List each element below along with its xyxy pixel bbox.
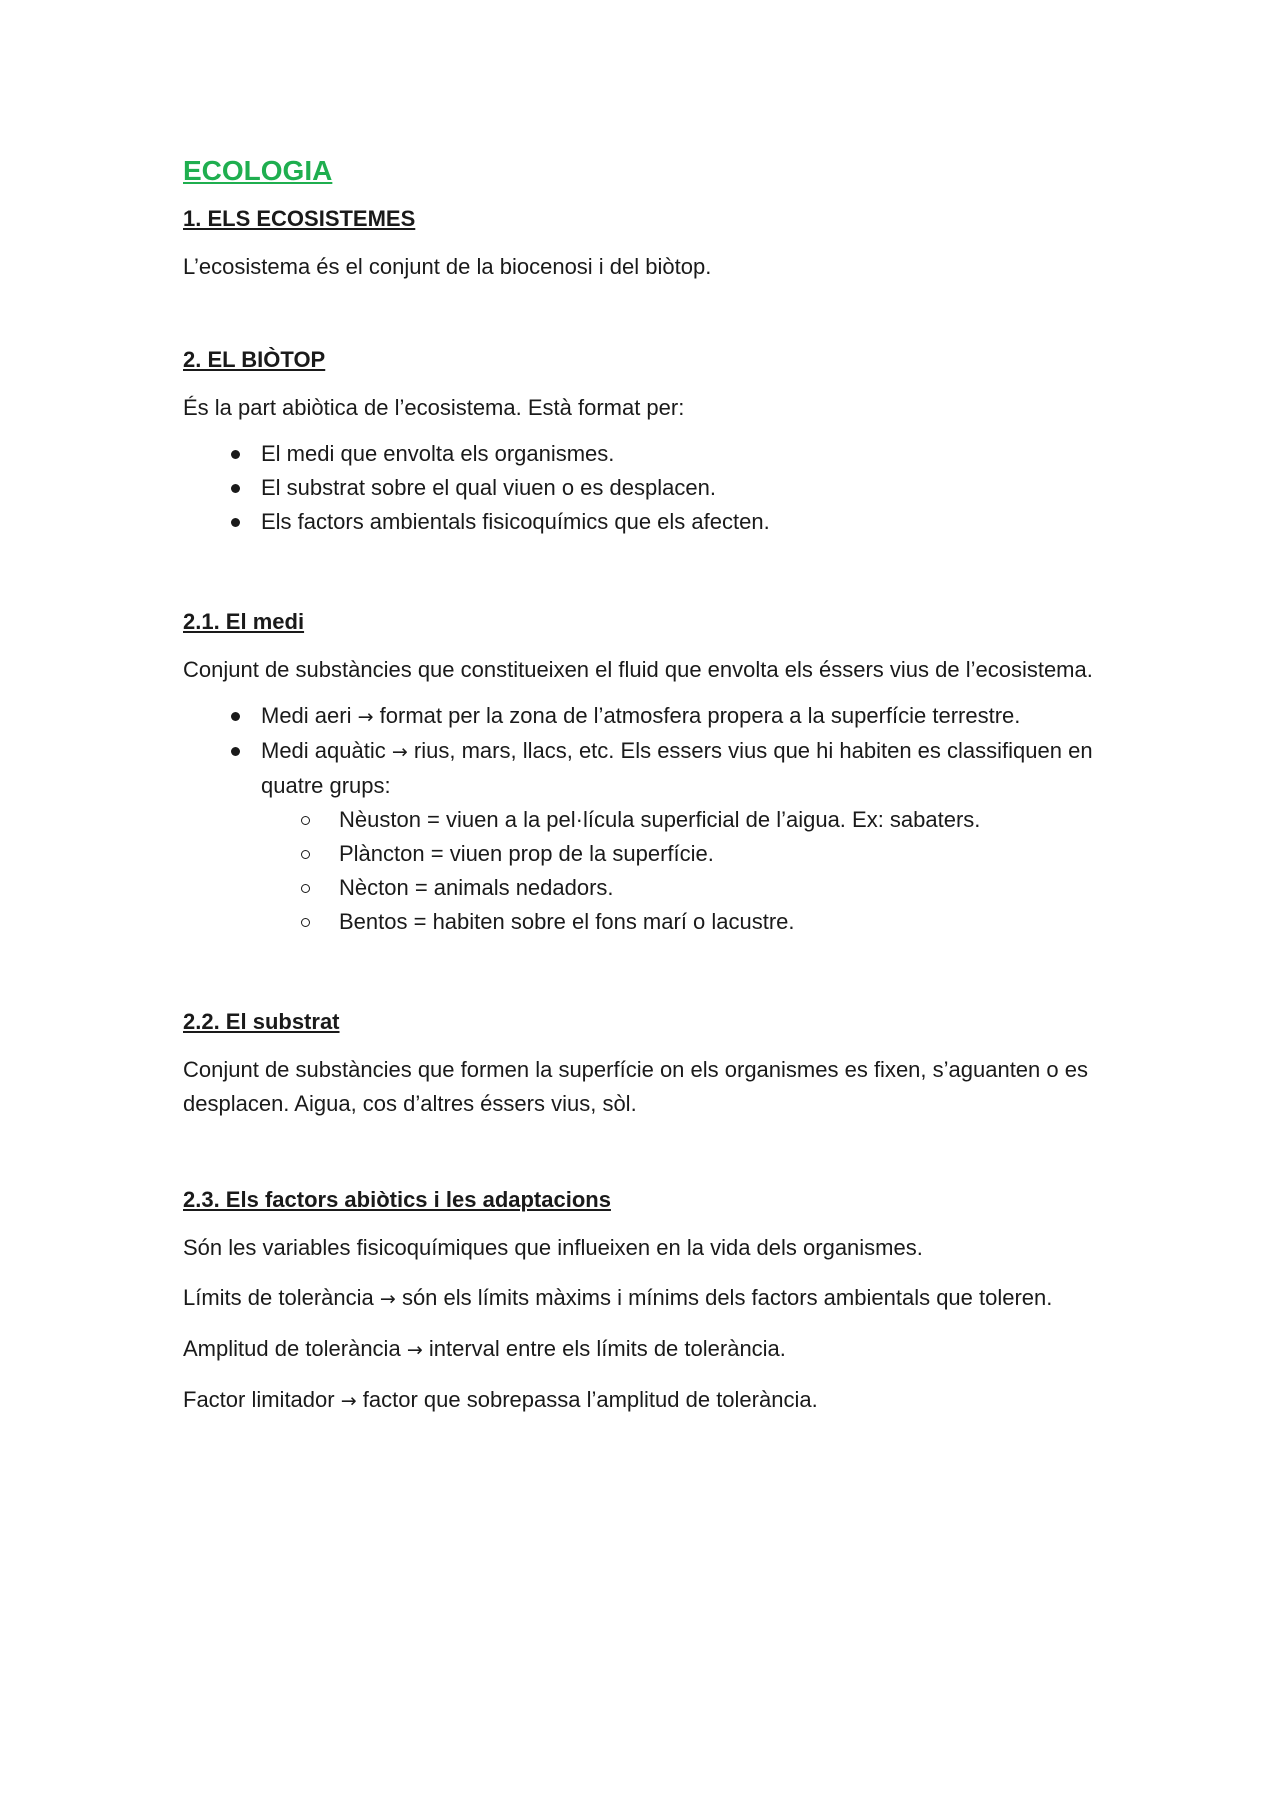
list-item: El medi que envolta els organismes. bbox=[183, 437, 1103, 471]
heading-ecosistemes: 1. ELS ECOSISTEMES bbox=[183, 206, 416, 231]
document-title: ECOLOGIA bbox=[183, 155, 333, 186]
medi-aeri-term: Medi aeri bbox=[261, 703, 352, 728]
paragraph-biotop-intro: És la part abiòtica de l’ecosistema. Està format per: bbox=[183, 395, 685, 420]
heading-medi: 2.1. El medi bbox=[183, 609, 305, 634]
document-page bbox=[183, 150, 1103, 1418]
paragraph-substrat-definition: Conjunt de substàncies que formen la superfície on els organismes es fixen, s’aguanten o es desplacen. Aigua, cos d’altres éssers vius, sòl. bbox=[183, 1057, 1088, 1116]
amplitud-definition: interval entre els límits de tolerància. bbox=[428, 1336, 786, 1361]
aquatic-groups-list bbox=[261, 803, 1103, 939]
factor-limitador-term: Factor limitador bbox=[183, 1387, 335, 1412]
bullet-icon bbox=[231, 450, 240, 459]
factor-limitador-definition: factor que sobrepassa l’amplitud de tolerància. bbox=[362, 1387, 818, 1412]
paragraph-factors-definition: Són les variables fisicoquímiques que influeixen en la vida dels organismes. bbox=[183, 1235, 923, 1260]
list-item: Nècton = animals nedadors. bbox=[261, 871, 1103, 905]
list-item: Bentos = habiten sobre el fons marí o lacustre. bbox=[261, 905, 1103, 939]
list-item: Nèuston = viuen a la pel·lícula superficial de l’aigua. Ex: sabaters. bbox=[261, 803, 1103, 837]
medi-aquatic-definition: rius, mars, llacs, etc. Els essers vius que hi habiten es classifiquen en quatre grups: bbox=[261, 738, 1093, 798]
paragraph-ecosistema-definition: L’ecosistema és el conjunt de la biocenosi i del biòtop. bbox=[183, 254, 712, 279]
arrow-right-icon: → bbox=[406, 1339, 423, 1361]
bullet-icon bbox=[231, 518, 240, 527]
list-item: Els factors ambientals fisicoquímics que els afecten. bbox=[183, 505, 1103, 539]
heading-factors-abiotics: 2.3. Els factors abiòtics i les adaptacions bbox=[183, 1187, 611, 1212]
paragraph-factor-limitador bbox=[183, 1383, 1103, 1418]
limits-term: Límits de tolerància bbox=[183, 1285, 374, 1310]
medi-aquatic-term: Medi aquàtic bbox=[261, 738, 386, 763]
medi-aeri-definition: format per la zona de l’atmosfera propera a la superfície terrestre. bbox=[379, 703, 1021, 728]
bullet-icon bbox=[231, 747, 240, 756]
arrow-right-icon: → bbox=[340, 1390, 357, 1412]
bullet-icon bbox=[231, 484, 240, 493]
circle-bullet-icon bbox=[301, 918, 310, 927]
list-item bbox=[183, 699, 1103, 734]
list-item: El substrat sobre el qual viuen o es desplacen. bbox=[183, 471, 1103, 505]
bullet-icon bbox=[231, 712, 240, 721]
heading-biotop: 2. EL BIÒTOP bbox=[183, 347, 326, 372]
arrow-right-icon: → bbox=[379, 1288, 396, 1310]
paragraph-amplitud-tolerancia bbox=[183, 1332, 1103, 1367]
medi-list bbox=[183, 699, 1103, 939]
amplitud-term: Amplitud de tolerància bbox=[183, 1336, 401, 1361]
list-item: Plàncton = viuen prop de la superfície. bbox=[261, 837, 1103, 871]
list-item bbox=[183, 734, 1103, 939]
circle-bullet-icon bbox=[301, 884, 310, 893]
biotop-list bbox=[183, 437, 1103, 539]
limits-definition: són els límits màxims i mínims dels factors ambientals que toleren. bbox=[401, 1285, 1053, 1310]
heading-substrat: 2.2. El substrat bbox=[183, 1009, 340, 1034]
circle-bullet-icon bbox=[301, 816, 310, 825]
arrow-right-icon: → bbox=[357, 706, 374, 728]
paragraph-medi-definition: Conjunt de substàncies que constitueixen el fluid que envolta els éssers vius de l’ecosistema. bbox=[183, 657, 1093, 682]
arrow-right-icon: → bbox=[391, 741, 408, 763]
paragraph-limits-tolerancia bbox=[183, 1281, 1103, 1316]
circle-bullet-icon bbox=[301, 850, 310, 859]
